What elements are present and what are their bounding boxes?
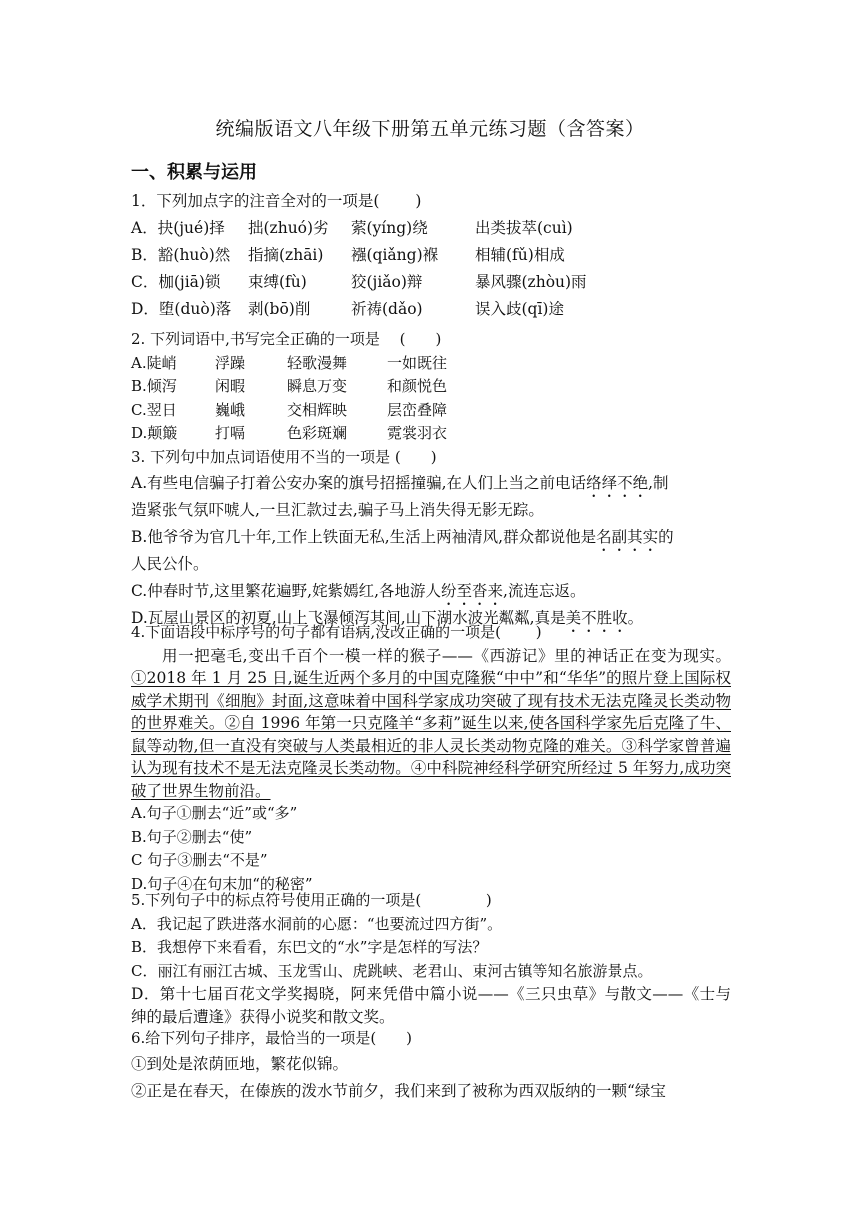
question-6 [131, 1027, 731, 1105]
question-5 [131, 889, 731, 1028]
option-a: A.有些电信骗子打着公安办案的旗号招摇撞骗,在人们上当之前电话络绎不绝,制 [131, 473, 669, 492]
option-b-cont: 人民公仆。 [131, 554, 209, 573]
question-3 [131, 446, 731, 632]
option-d: D.句子④在句末加“的秘密” [131, 874, 313, 893]
question-1 [131, 188, 731, 323]
option-c: C．枷(jiā)锁 束缚(fù) 狡(jiǎo)辩 暴风骤(zhòu)雨 [131, 273, 587, 291]
option-c: C.翌日 巍峨 交相辉映 层峦叠障 [131, 400, 448, 419]
option-d: D.颠簸 打嗝 色彩斑斓 霓裳羽衣 [131, 424, 448, 442]
question-2 [131, 328, 731, 446]
option-b: B.他爷爷为官几十年,工作上铁面无私,生活上两袖清风,群众都说他是名副其实的 [131, 527, 674, 546]
option-c: C.仲春时节,这里繁花遍野,姹紫嫣红,各地游人纷至沓来,流连忘返。 [131, 581, 586, 600]
option-a: A.陡峭 浮躁 轻歌漫舞 一如既往 [131, 353, 448, 372]
option-a: A．抉(jué)择 拙(zhuó)劣 萦(yíng)绕 出类拔萃(cuì) [131, 219, 573, 237]
option-b: B．豁(huò)然 指摘(zhāi) 襁(qiǎng)褓 相辅(fǔ)相成 [131, 246, 565, 264]
dotted-word: 名副其实 [596, 527, 659, 546]
option-a: A.句子①删去“近”或“多” [131, 804, 298, 822]
section-heading: 一、积累与运用 [131, 162, 257, 183]
option-d: D．第十七届百花文学奖揭晓，阿来凭借中篇小说——《三只虫草》与散文——《士与绅的最后遭逢》获得小说奖和散文奖。 [131, 985, 731, 1026]
question-stem: 5.下列句子中的标点符号使用正确的一项是( ) [131, 891, 492, 909]
option-c: C 句子③删去“不是” [131, 851, 268, 869]
question-4 [131, 621, 731, 896]
option-a: A．我记起了跌进落水洞前的心愿：“也要流过四方街”。 [131, 914, 503, 933]
dotted-word: 络绎不绝 [586, 473, 649, 492]
question-stem: 1．下列加点字的注音全对的一项是( ) [131, 192, 422, 210]
sentence-4: ④中科院神经科学研究所经过 5 年努力,成功突破了世界生物前沿。 [131, 759, 731, 800]
question-stem: 6.给下列句子排序，最恰当的一项是( ) [131, 1029, 413, 1047]
list-item: ①到处是浓荫匝地，繁花似锦。 [131, 1054, 349, 1073]
option-d: D．堕(duò)落 剥(bō)削 祈祷(dǎo) 误入歧(qī)途 [131, 300, 564, 318]
option-b: B．我想停下来看看，东巴文的“水”字是怎样的写法？ [131, 938, 488, 956]
sentence-1: ①2018 年 1 月 25 日,诞生近两个多月的中国克隆猴“中中”和“华华”的照片登上国际权威学术期刊《细胞》封面,这意味着中国科学家成功突破了现有技术无法克隆灵长类动物的世界难关。 [131, 669, 731, 732]
option-b: B.倾泻 闲暇 瞬息万变 和颜悦色 [131, 377, 448, 395]
question-stem: 3. 下列句中加点词语使用不当的一项是 ( ) [131, 448, 437, 466]
passage: 用一把毫毛,变出千百个一模一样的猴子——《西游记》里的神话正在变为现实。①2018 年 1 月 25 日,诞生近两个多月的中国克隆猴“中中”和“华华”的照片登上国际权威学术期刊《细胞》封面,这意味着中国科学家成功突破了现有技术无法克隆灵长类动物的世界难关。②自 1996 年第一只克隆羊“多莉”诞生以来,使各国科学家先后克隆了牛、鼠等动物,但一直没有突破与人类最相近的非人灵长类动物克隆的难关。③科学家曾普遍认为现有技术不是无法克隆灵长类动物。④中科院神经科学研究所经过 5 年努力,成功突破了世界生物前沿。 [131, 646, 731, 800]
dotted-word: 纷至沓来 [441, 581, 504, 600]
option-b: B.句子②删去“使” [131, 827, 253, 846]
dotted-word: 美不胜收 [565, 608, 628, 627]
list-item: ②正是在春天，在傣族的泼水节前夕，我们来到了被称为西双版纳的一颗“绿宝 [131, 1081, 666, 1100]
option-c: C．丽江有丽江古城、玉龙雪山、虎跳峡、老君山、束河古镇等知名旅游景点。 [131, 961, 653, 980]
question-stem: 4.下面语段中标序号的句子都有语病,没改正确的一项是( ) [131, 623, 542, 641]
sentence-2: ②自 1996 年第一只克隆羊“多莉”诞生以来,使各国科学家先后克隆了牛、鼠等动物,但一直没有突破与人类最相近的非人灵长类动物克隆的难关。 [131, 714, 731, 755]
option-d: D.瓦屋山景区的初夏,山上飞瀑倾泻其间,山下湖水波光粼粼,真是美不胜收。 [131, 608, 644, 627]
question-stem: 2. 下列词语中,书写完全正确的一项是 ( ) [131, 330, 442, 348]
option-a-cont: 造紧张气氛吓唬人,一旦汇款过去,骗子马上消失得无影无踪。 [131, 500, 544, 519]
page-title: 统编版语文八年级下册第五单元练习题（含答案） [215, 118, 645, 140]
sentence-3: ③科学家曾普遍认为现有技术不是无法克隆灵长类动物。 [131, 736, 731, 777]
